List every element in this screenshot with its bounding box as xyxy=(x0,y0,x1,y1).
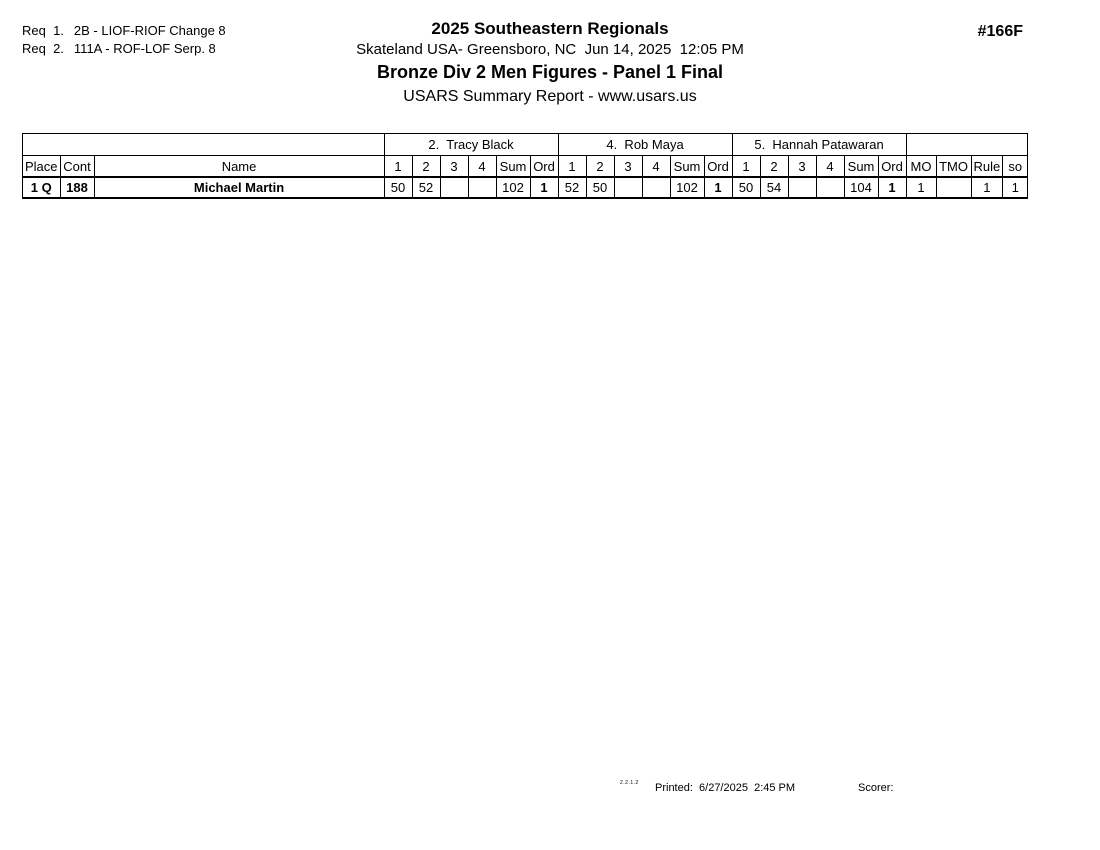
requirement-label: Req 2. xyxy=(22,41,64,56)
column-header-fig4: 4 xyxy=(816,156,844,178)
column-header-fig2: 2 xyxy=(412,156,440,178)
column-header-sum: Sum xyxy=(670,156,704,178)
printed-timestamp: Printed: 6/27/2025 2:45 PM xyxy=(655,782,796,794)
judge-header-row xyxy=(23,134,1028,156)
column-header-sum: Sum xyxy=(496,156,530,178)
judge-row-spacer-right xyxy=(906,134,1028,156)
cell-tmo xyxy=(936,177,971,198)
column-header-fig4: 4 xyxy=(642,156,670,178)
cell-j2-ordinal: 1 xyxy=(704,177,732,198)
cell-j2-fig3 xyxy=(614,177,642,198)
cell-cont-number: 188 xyxy=(60,177,94,198)
judge-row-spacer-left xyxy=(23,134,385,156)
column-header-mo: MO xyxy=(906,156,936,178)
column-header-fig3: 3 xyxy=(614,156,642,178)
requirement-label: Req 1. xyxy=(22,23,64,38)
results-table xyxy=(22,133,1028,199)
column-header-fig1: 1 xyxy=(732,156,760,178)
column-header-ord: Ord xyxy=(704,156,732,178)
scorer-label: Scorer: xyxy=(858,782,894,794)
requirement-value: 2B - LIOF-RIOF Change 8 xyxy=(73,23,226,38)
cell-mo: 1 xyxy=(906,177,936,198)
column-header-ord: Ord xyxy=(878,156,906,178)
cell-j3-fig4 xyxy=(816,177,844,198)
judge-header-1: 2. Tracy Black xyxy=(384,134,558,156)
column-header-cont: Cont xyxy=(60,156,94,178)
cell-j3-fig3 xyxy=(788,177,816,198)
judge-header-3: 5. Hannah Patawaran xyxy=(732,134,906,156)
cell-rule: 1 xyxy=(971,177,1003,198)
cell-j3-sum: 104 xyxy=(844,177,878,198)
cell-j2-fig4 xyxy=(642,177,670,198)
column-header-fig3: 3 xyxy=(788,156,816,178)
cell-competitor-name: Michael Martin xyxy=(94,177,384,198)
cell-j1-fig4 xyxy=(468,177,496,198)
cell-j1-sum: 102 xyxy=(496,177,530,198)
column-header-fig1: 1 xyxy=(384,156,412,178)
column-header-tmo: TMO xyxy=(936,156,971,178)
column-header-rule: Rule xyxy=(971,156,1003,178)
venue-date-line: Skateland USA- Greensboro, NC Jun 14, 2025 12:05 PM xyxy=(356,41,744,58)
column-header-fig2: 2 xyxy=(760,156,788,178)
competitor-row xyxy=(23,177,1028,198)
competition-title: 2025 Southeastern Regionals xyxy=(431,19,669,38)
cell-so: 1 xyxy=(1003,177,1028,198)
event-title: Bronze Div 2 Men Figures - Panel 1 Final xyxy=(376,62,724,82)
cell-j1-ordinal: 1 xyxy=(530,177,558,198)
column-header-fig1: 1 xyxy=(558,156,586,178)
report-header xyxy=(0,18,1100,109)
cell-j2-fig2: 50 xyxy=(586,177,614,198)
column-header-fig4: 4 xyxy=(468,156,496,178)
judge-header-2: 4. Rob Maya xyxy=(558,134,732,156)
column-header-place: Place xyxy=(23,156,61,178)
column-header-ord: Ord xyxy=(530,156,558,178)
report-type-line: USARS Summary Report - www.usars.us xyxy=(403,88,697,105)
requirement-value: 111A - ROF-LOF Serp. 8 xyxy=(73,41,216,56)
column-header-name: Name xyxy=(94,156,384,178)
column-header-row xyxy=(23,156,1028,178)
cell-j1-fig3 xyxy=(440,177,468,198)
column-header-fig3: 3 xyxy=(440,156,468,178)
cell-j1-fig1: 50 xyxy=(384,177,412,198)
column-header-fig2: 2 xyxy=(586,156,614,178)
column-header-sum: Sum xyxy=(844,156,878,178)
cell-j1-fig2: 52 xyxy=(412,177,440,198)
cell-j3-fig2: 54 xyxy=(760,177,788,198)
cell-place: 1 Q xyxy=(23,177,61,198)
column-header-so: so xyxy=(1003,156,1028,178)
cell-j3-fig1: 50 xyxy=(732,177,760,198)
cell-j2-sum: 102 xyxy=(670,177,704,198)
software-version: 2.2.1.2 xyxy=(620,780,639,786)
cell-j2-fig1: 52 xyxy=(558,177,586,198)
event-number: #166F xyxy=(977,23,1023,40)
cell-j3-ordinal: 1 xyxy=(878,177,906,198)
